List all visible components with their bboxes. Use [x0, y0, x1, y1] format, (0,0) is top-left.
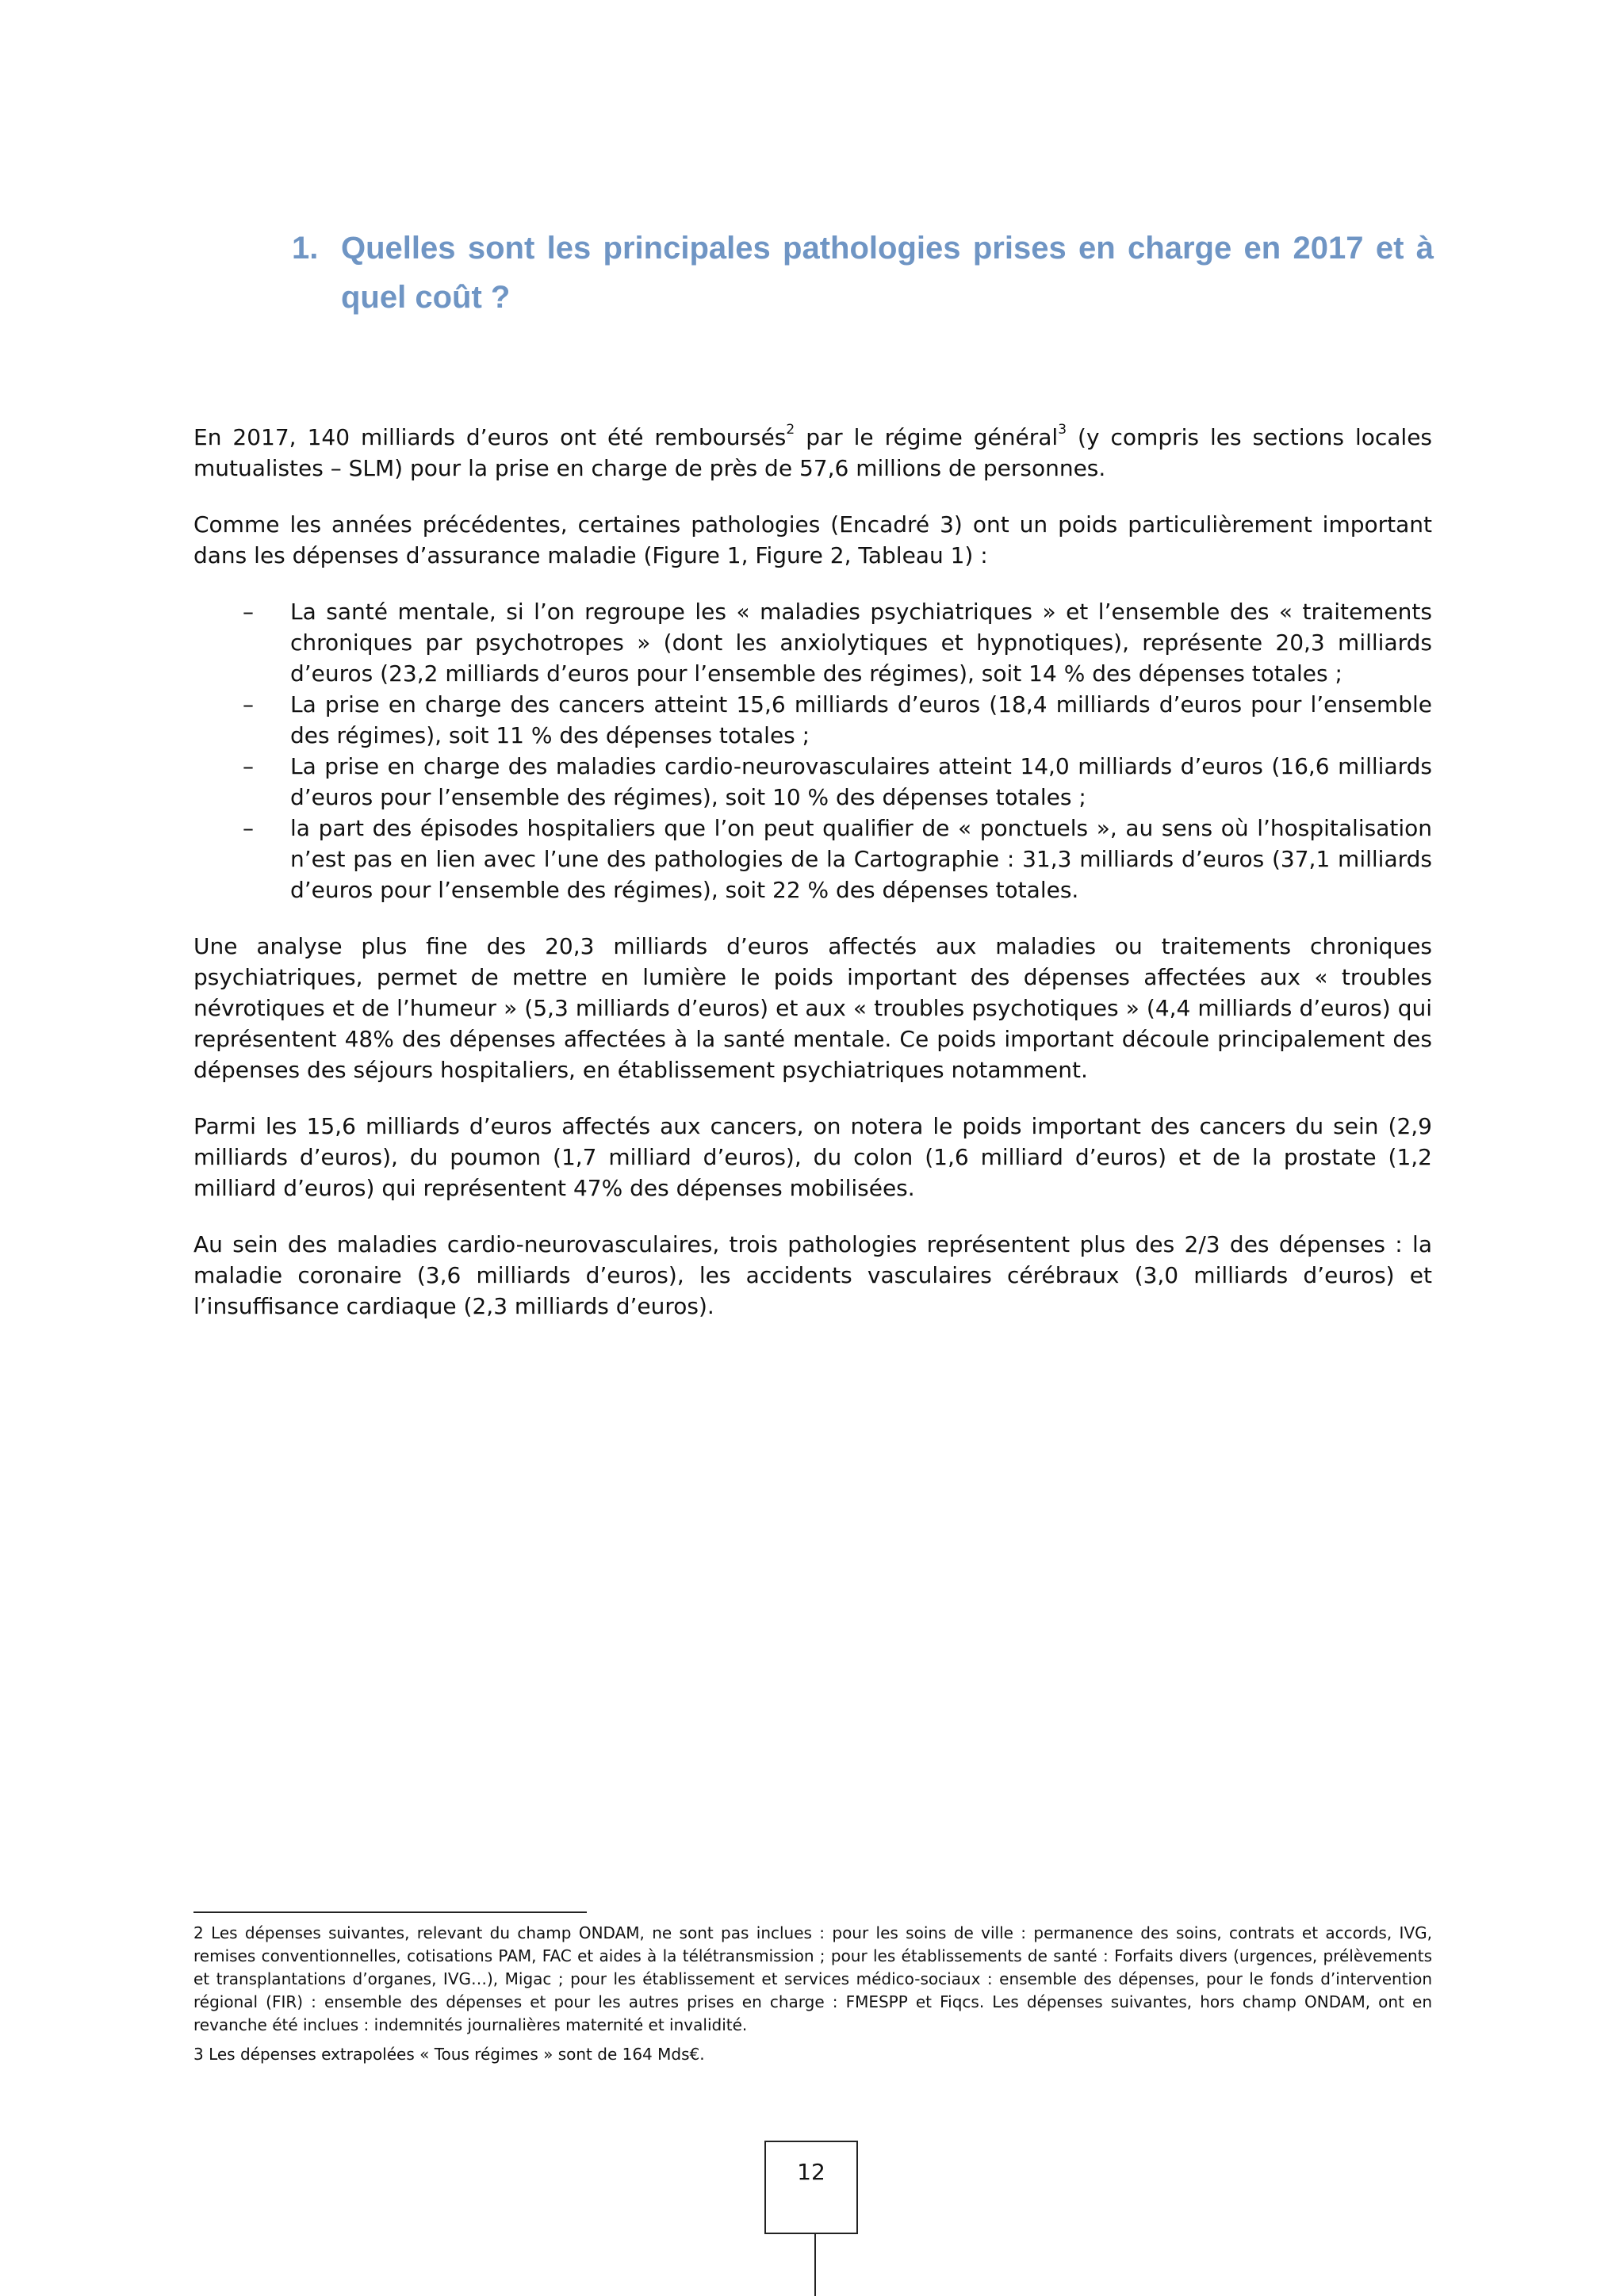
dash-bullet: –: [243, 815, 254, 841]
intro-text-3: (y compris les sections locales mutualistes – SLM) pour la prise en charge de près de 57,6 millions de personnes.: [193, 424, 1433, 481]
paragraph-pathologies: Comme les années précédentes, certaines pathologies (Encadré 3) ont un poids particulièrement important dans les dépenses d’assurance maladie (Figure 1, Figure 2, Tableau 1) :: [193, 511, 1432, 568]
body-text: [193, 422, 1432, 1347]
paragraph-cancers: Parmi les 15,6 milliards d’euros affectés aux cancers, on notera le poids important des cancers du sein (2,9 milliards d’euros), du poumon (1,7 milliard d’euros), du colon (1,6 milliard d’euros) et de la prostate (1,2 milliard d’euros) qui représentent 47% des dépenses mobilisées.: [193, 1113, 1432, 1201]
pathology-list: [193, 596, 1432, 905]
intro-text-2: par le régime général: [795, 424, 1059, 450]
footnote-3: 3 Les dépenses extrapolées « Tous régimes » sont de 164 Mds€.: [193, 2045, 705, 2064]
footnotes: [193, 1922, 1432, 2072]
list-item-hospital-episodes: [193, 813, 1432, 905]
footnote-ref-3[interactable]: 3: [1058, 422, 1067, 438]
dash-bullet: –: [243, 599, 254, 625]
section-number: 1.: [292, 231, 319, 266]
dash-bullet: –: [243, 691, 254, 718]
page-number: 12: [797, 2159, 825, 2185]
dash-bullet: –: [243, 753, 254, 779]
paragraph-cardio: Au sein des maladies cardio-neurovasculaires, trois pathologies représentent plus des 2/3 des dépenses : la maladie coronaire (3,6 milliards d’euros), les accidents vasculaires cérébraux (3,0 milliards d’euros) et l’insuffisance cardiaque (2,3 milliards d’euros).: [193, 1231, 1432, 1319]
list-item-text: La prise en charge des cancers atteint 15,6 milliards d’euros (18,4 milliards d’euros pour l’ensemble des régimes), soit 11 % des dépenses totales ;: [290, 691, 1432, 748]
section-heading: [292, 224, 1434, 322]
list-item-cardio: [193, 751, 1432, 813]
page-number-box: [764, 2141, 858, 2234]
page-number-line: [814, 2234, 816, 2296]
list-item-cancers: [193, 689, 1432, 751]
intro-text-1: En 2017, 140 milliards d’euros ont été remboursés: [193, 424, 787, 450]
list-item-text: La santé mentale, si l’on regroupe les « maladies psychiatriques » et l’ensemble des « traitements chroniques par psychotropes » (dont les anxiolytiques et hypnotiques), représente 20,3 milliards d’euros (23,2 milliards d’euros pour l’ensemble des régimes), soit 14 % des dépenses totales ;: [290, 599, 1432, 687]
list-item-mental-health: [193, 596, 1432, 689]
section-title: Quelles sont les principales pathologies prises en charge en 2017 et à quel coût ?: [341, 231, 1434, 315]
list-item-text: la part des épisodes hospitaliers que l’on peut qualifier de « ponctuels », au sens où l’hospitalisation n’est pas en lien avec l’une des pathologies de la Cartographie : 31,3 milliards d’euros (37,1 milliards d’euros pour l’ensemble des régimes), soit 22 % des dépenses totales.: [290, 815, 1432, 903]
footnote-2: 2 Les dépenses suivantes, relevant du champ ONDAM, ne sont pas inclues : pour les soins de ville : permanence des soins, contrats et accords, IVG, remises conventionnelles, cotisations PAM, FAC et aides à la télétransmission ; pour les établissements de santé : Forfaits divers (urgences, prélèvements et transplantations d’organes, IVG…), Migac ; pour les établissement et services médico-sociaux : ensemble des dépenses, pour le fonds d’intervention régional (FIR) : ensemble des dépenses et pour les autres prises en charge : FMESPP et Fiqcs. Les dépenses suivantes, hors champ ONDAM, ont en revanche été inclues : indemnités journalières maternité et invalidité.: [193, 1923, 1432, 2034]
list-item-text: La prise en charge des maladies cardio-neurovasculaires atteint 14,0 milliards d’euros (16,6 milliards d’euros pour l’ensemble des régimes), soit 10 % des dépenses totales ;: [290, 753, 1432, 810]
paragraph-mental-health: Une analyse plus fine des 20,3 milliards d’euros affectés aux maladies ou traitements chroniques psychiatriques, permet de mettre en lumière le poids important des dépenses affectées aux « troubles névrotiques et de l’humeur » (5,3 milliards d’euros) et aux « troubles psychotiques » (4,4 milliards d’euros) qui représentent 48% des dépenses affectées à la santé mentale. Ce poids important découle principalement des dépenses des séjours hospitaliers, en établissement psychiatriques notamment.: [193, 933, 1432, 1083]
footnote-separator: [193, 1911, 587, 1913]
footnote-ref-2[interactable]: 2: [786, 422, 795, 438]
intro-paragraph: [193, 422, 1432, 484]
